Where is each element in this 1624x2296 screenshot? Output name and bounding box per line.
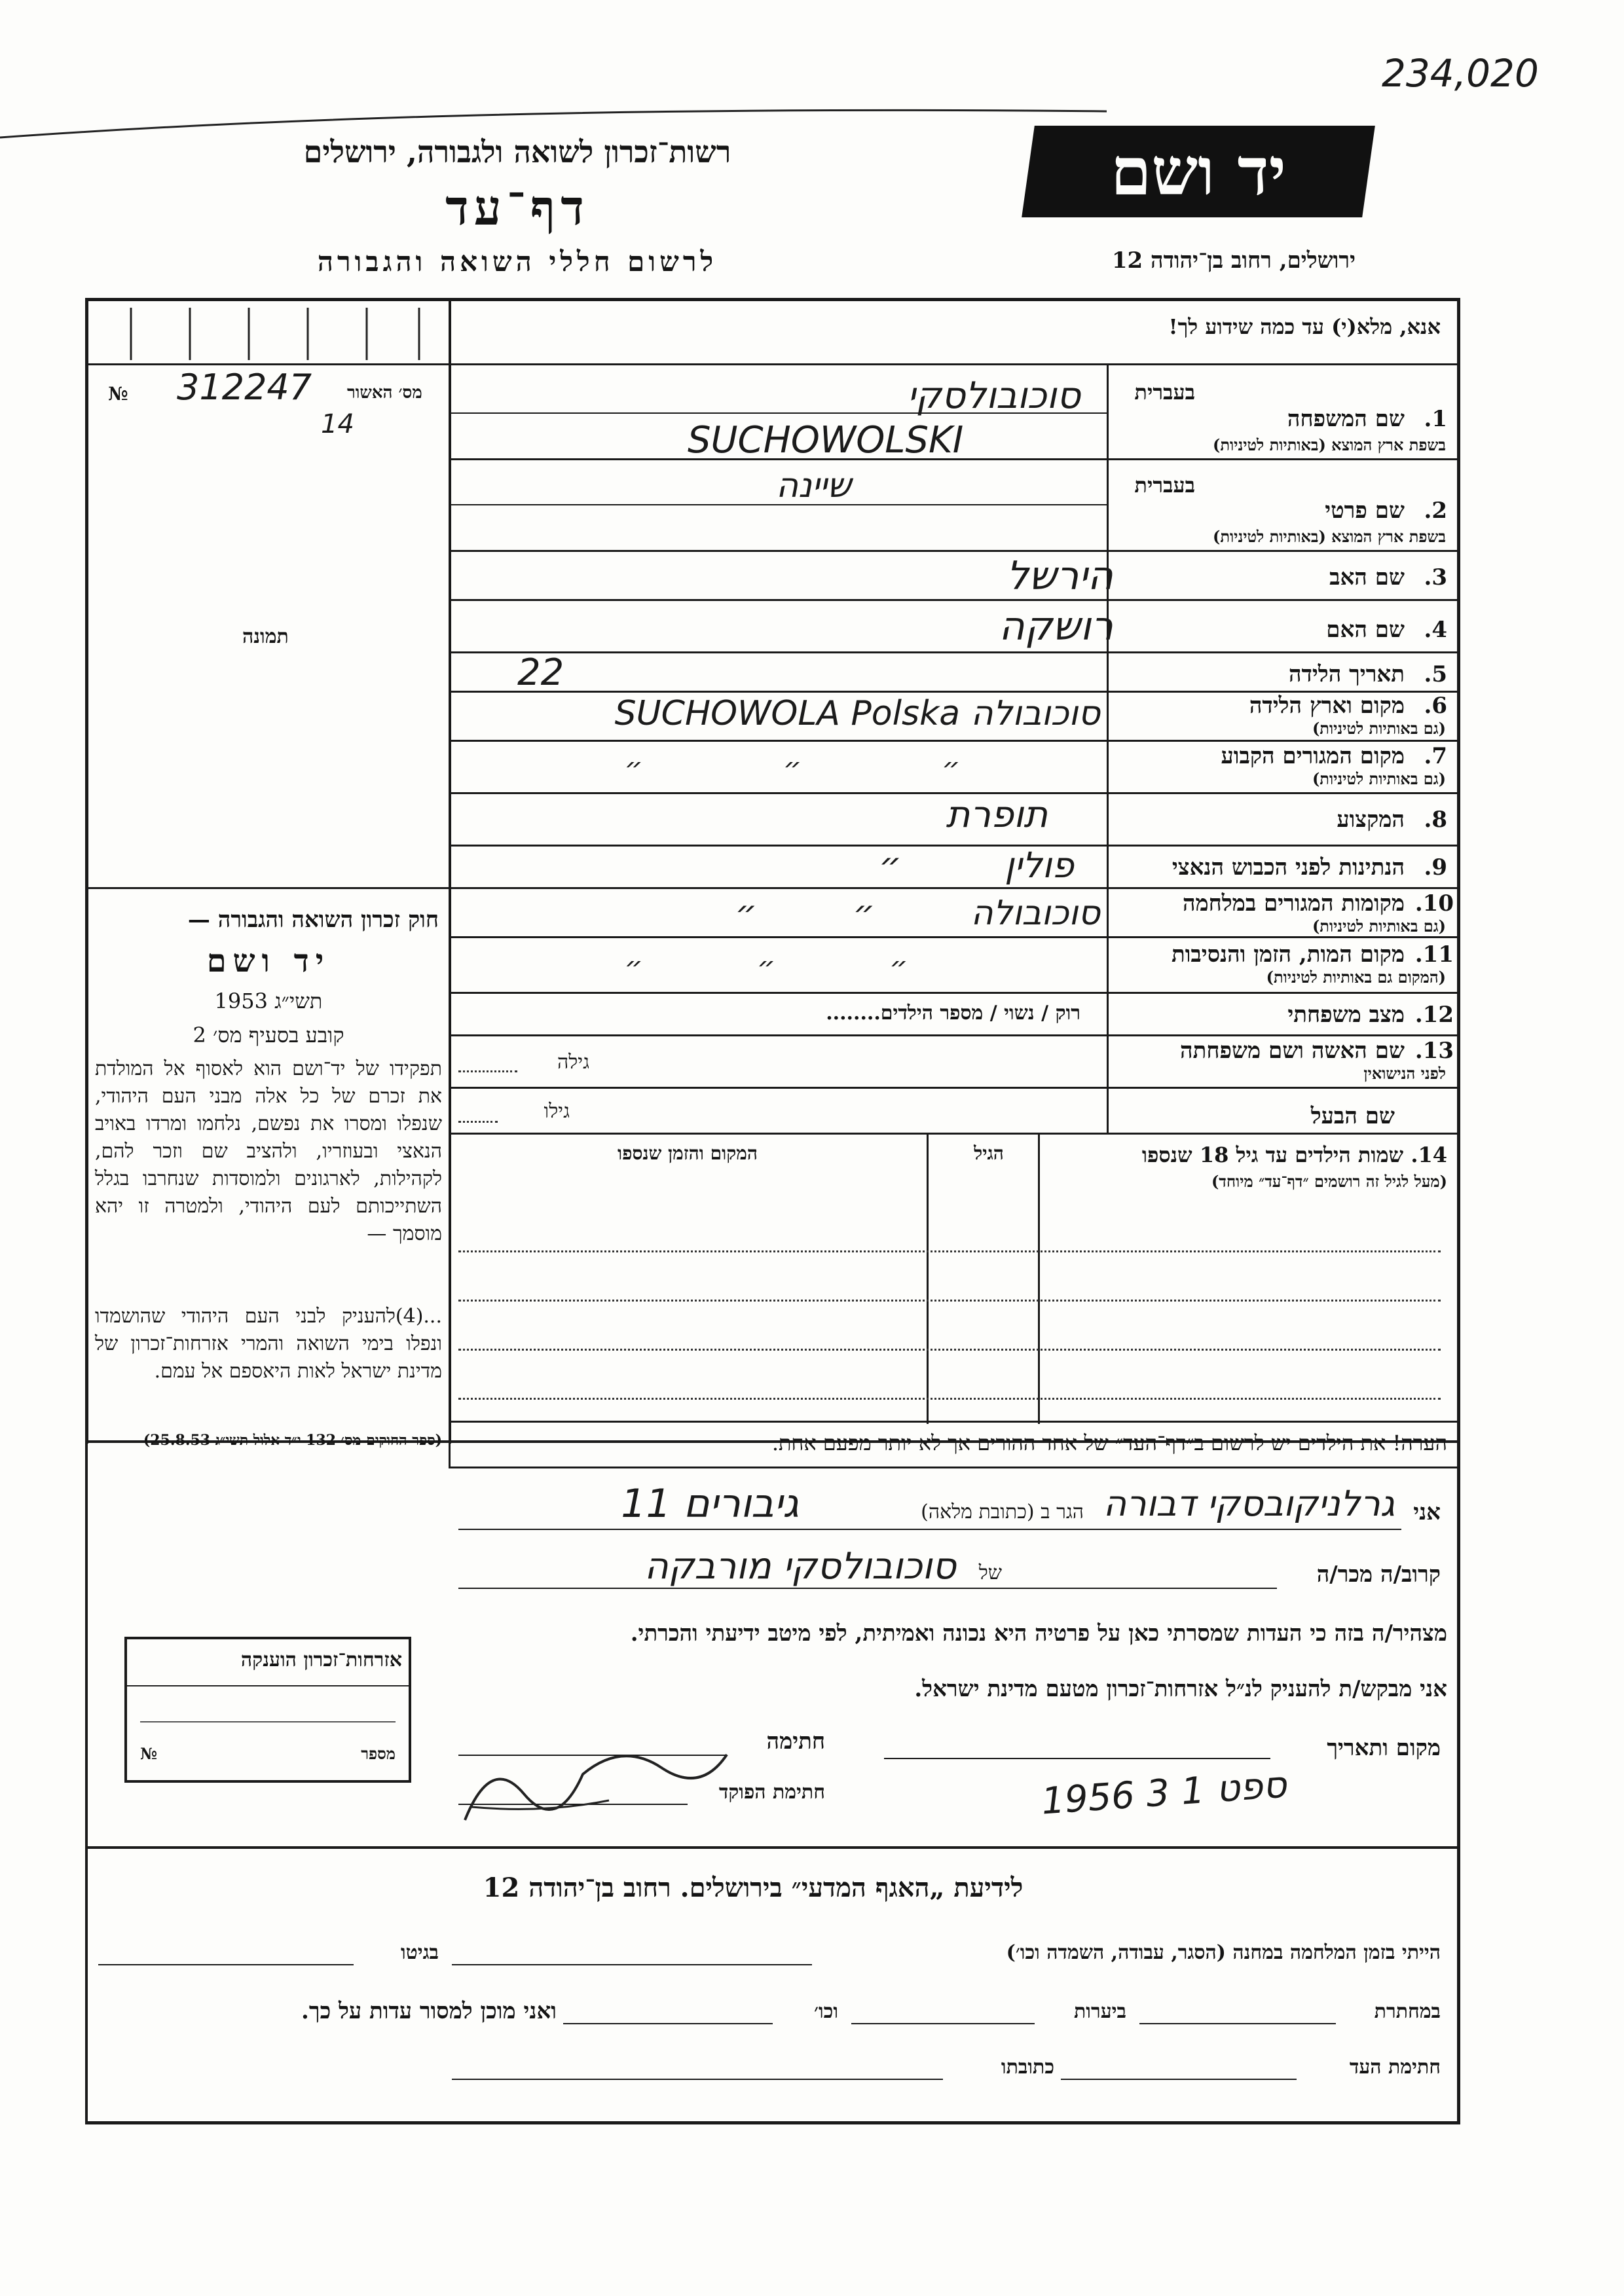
law-title: חוק זכרון השואה והגבורה — [187,907,439,933]
footer-line3-a: חתימת העד [1349,2056,1441,2079]
law-year: תשי״ג 1953 [214,989,323,1013]
field-11-label: מקום המות, הזמן והנסיבות [1171,941,1405,968]
footer-line2-end: ואני מוכן למסור עדות על כך. [301,1998,557,2024]
field-2-label: שם פרטי [1325,498,1405,524]
decl-request: אני מבקש/ת להעניק לנ״ל אזרחות־זכרון מטעם מדינת ישראל. [914,1676,1447,1702]
field-4-label: שם האם [1326,617,1405,643]
field-5-label: תאריך הלידה [1288,661,1405,687]
decl-statement: מצהיר/ה בזה כי העדות שמסרתי כאן על פרטיה היא נכונה ואמיתית, לפי מיטב ידיעתי והכרתי. [630,1620,1447,1647]
top-note: אנא, מלא(י) עד כמה שידוע לך! [1168,314,1441,339]
field-6-sub: (גם באותיות לטיניות) [1312,719,1446,738]
footer-line1-end: בגיטו [400,1941,439,1964]
field-7-value: ״ ״ ״ [624,752,961,785]
authority-name: רשות־זכרון לשואה ולגבורה, ירושלים [303,134,731,170]
field-2-num: 2. [1424,498,1447,524]
field-husband-age: גילו [544,1100,570,1123]
field-3-value: הירשל [1006,553,1113,599]
field-10-sub: (גם באותיות לטיניות) [1312,917,1446,936]
field-8-value: תופרת [946,793,1048,836]
decl-address: גיבורים 11 [621,1481,799,1527]
field-2-sub: בשפת ארץ המוצא (באותיות לטיניות) [1213,527,1446,546]
signature-scribble [452,1715,733,1833]
law-body-2: ...(4)להעניק לבני העם היהודי שהושמדו ונפלו בימי השואה והמרי אזרחות־זכרון של מדינת ישראל לאות היאספם אל עמם. [95,1305,442,1383]
field-10-label: מקומות המגורים במלחמה [1182,890,1405,917]
header-address: ירושלים, רחוב בן־יהודה 12 [1111,247,1356,274]
field-12-label: מצב משפחתי [1287,1002,1405,1028]
field-4-num: 4. [1424,617,1447,643]
field-12-num: 12. [1414,1002,1454,1028]
children-label: 14. שמות הילדים עד גיל 18 שנספו [1141,1142,1447,1167]
field-13-sub: לפני הנישואין [1363,1064,1446,1083]
field-4-value: רושקה [999,604,1113,649]
field-husband-label: שם הבעל [1310,1103,1395,1129]
decl-ani: אני [1413,1499,1441,1525]
decl-official-signature: חתימת הפוקד [718,1781,825,1804]
field-1-sub: בשפת ארץ המוצא (באותיות לטיניות) [1213,435,1446,454]
field-11-value: ״ ״ ״ [624,951,908,984]
certificate-number-label: מספר [361,1744,396,1763]
certificate-title: אזרחות־זכרון הוענקה [240,1649,402,1671]
children-sub: (מעל לגיל זה רושמים ״דף־עד״ מיוחד) [1211,1172,1447,1191]
logo-text: יד ושם [1111,133,1286,210]
field-13-label: שם האשה ושם משפחתה [1180,1038,1405,1064]
field-10-num: 10. [1414,890,1454,917]
law-logo: יד ושם [206,943,331,979]
certificate-no-label: № [140,1744,158,1763]
field-9-label: הנתינות לפני הכבוש הנאצי [1172,854,1405,881]
decl-name: גרלניקובסקי דבורה [1103,1483,1395,1524]
field-3-num: 3. [1424,564,1447,591]
footer-title: לידיעת „האגף המדעי״ בירושלים. רחוב בן־יהודה 12 [483,1872,1024,1903]
field-1-label: שם המשפחה [1287,406,1405,432]
field-1-value-lat: SUCHOWOLSKI [688,419,964,462]
yad-vashem-logo [1022,126,1375,217]
decl-place-date: מקום ותאריך [1327,1735,1441,1761]
registration-no-label: № [108,383,128,405]
decl-residing: הגר ב (כתובת מלאה) [921,1501,1084,1523]
field-11-sub: (המקום גם באותיות לטיניות) [1266,968,1446,987]
field-6-num: 6. [1424,693,1447,719]
field-3-label: שם האב [1329,564,1405,591]
field-6-value: סוכובולה SUCHOWOLA Polska [614,694,1100,733]
footer-line2-a: במחתרת [1374,2000,1441,2023]
field-12-value: רוק / נשוי / מספר הילדים........ [826,1002,1080,1025]
registration-label: מס׳ האשור [347,383,422,403]
footer-line2-b: ביערות [1073,2000,1126,2023]
field-8-num: 8. [1424,807,1447,833]
decl-of-value: סוכובולסקי מורבקה [644,1545,956,1588]
law-clause: קובע בסעיף מס׳ 2 [193,1023,344,1048]
law-body: תפקידו של יד־ושם הוא לאסוף אל המולדת את זכרם של כל אלה מבני העם היהודי, שנפלו ומסרו את נפשם, נלחמו ומרדו באויב הנאצי ובעוזריו, ולהציב שם וזכר להם, לקהילות, לארגונים ולמוסדות שנחרבו בגלל השתייכותם לעם היהודי, ולמטרה זו יהא מוסמך — [95,1057,442,1245]
form-title: דף־עד [445,180,589,236]
field-2-heb-tag: בעברית [1134,473,1195,498]
field-9-value: פולין ״ [879,845,1074,886]
children-col-age: הגיל [974,1142,1004,1164]
field-7-num: 7. [1424,743,1447,769]
field-1-value-he: סוכובולסקי [907,374,1080,417]
registration-extra: 14 [321,409,354,439]
footer-line3-b: כתובתו [1001,2056,1054,2079]
field-11-num: 11. [1414,941,1454,968]
children-col-place: המקום והזמן שנספו [618,1142,758,1164]
field-13-num: 13. [1414,1038,1454,1064]
field-13-age: גילה [557,1051,589,1074]
decl-stamp: 1956 ספט 1 3 [1040,1763,1288,1823]
field-9-num: 9. [1424,854,1447,881]
photo-label: תמונה [242,625,289,648]
decl-signature: חתימה [766,1728,825,1755]
field-7-label: מקום המגורים הקבוע [1221,743,1405,769]
field-5-num: 5. [1424,661,1447,687]
children-note: הערה! את הילדים יש לרשום ב״דף־העד״ של אחד ההורים אך לא יותר מפעם אחת. [771,1430,1447,1455]
certificate-box [124,1637,411,1783]
footer-line2-c: וכו׳ [814,2000,838,2023]
registration-boxes [92,308,445,360]
field-5-value: 22 [517,651,564,694]
archive-number: 234,020 [1382,51,1539,96]
field-7-sub: (גם באותיות לטיניות) [1312,769,1446,788]
registration-value: 312247 [177,367,312,408]
decl-relation-label: קרוב/ה מכר/ה [1316,1561,1441,1588]
law-source: (ספר החוקים מס׳ 132 י״ד אלול תשי״ג 25.8.53) [143,1432,442,1449]
form-subtitle: לרשום חללי השואה והגבורה [317,246,718,278]
field-6-label: מקום וארץ הלידה [1249,693,1405,719]
field-10-value: סוכובולה ״ ״ [735,894,1100,933]
field-8-label: המקצוע [1337,807,1405,833]
field-1-num: 1. [1424,406,1447,432]
footer-line1: הייתי בזמן המלחמה במחנה (הסגר, עבודה, השמדה וכו׳) [1006,1941,1441,1964]
field-2-value-he: שיינה [776,466,851,505]
field-1-heb-tag: בעברית [1134,380,1195,405]
decl-of-label: של [978,1561,1002,1584]
